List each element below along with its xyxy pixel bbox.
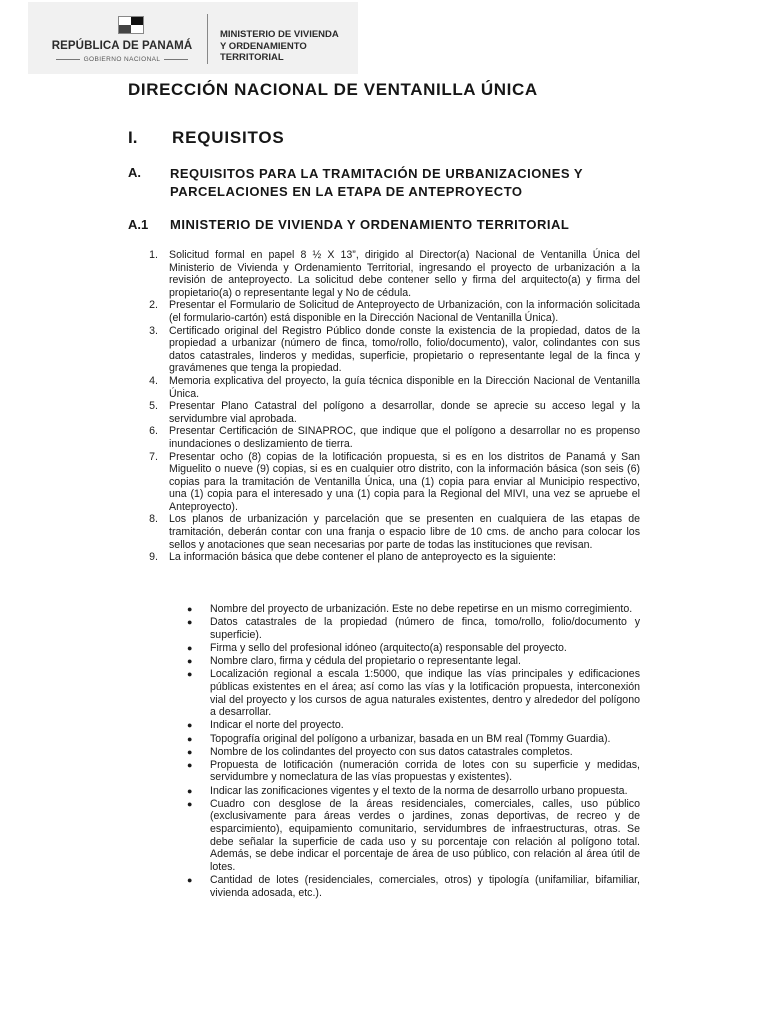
basic-info-text: Propuesta de lotificación (numeración corrida de lotes con su superficie y medidas, servidumbre y nomeclatura de las vías propuestas y existentes). [210, 758, 640, 784]
section-title: REQUISITOS [172, 128, 285, 147]
bullet-icon: ● [187, 642, 193, 653]
basic-info-item [180, 733, 640, 746]
basic-info-text: Firma y sello del profesional idóneo (arquitecto(a) responsable del proyecto. [210, 641, 567, 654]
basic-info-text: Indicar el norte del proyecto. [210, 719, 344, 732]
basic-info-item [180, 719, 640, 732]
basic-info-text: Nombre de los colindantes del proyecto con sus datos catastrales completos. [210, 745, 573, 758]
ministry-name-line2: Y ORDENAMIENTO TERRITORIAL [220, 41, 307, 63]
requirement-text: Solicitud formal en papel 8 ½ X 13”, dirigido al Director(a) Nacional de Ventanilla Única del Ministerio de Vivienda y Ordenamiento Territorial, ingresando el proyecto de urbanización a la revisión de anteproyecto. La solicitud debe contener sello y firma del arquitecto(a) y firma del propietario(a) o representante legal y No de cédula. [169, 249, 640, 299]
sub-subsection-number: A.1 [128, 217, 149, 232]
bullet-icon: ● [187, 875, 193, 885]
basic-info-text: Datos catastrales de la propiedad (número de finca, tomo/rollo, folio/documento y superficie). [210, 616, 640, 641]
requirement-item [128, 400, 640, 425]
bullet-icon: ● [187, 669, 193, 680]
subsection-title: REQUISITOS PARA LA TRAMITACIÓN DE URBANIZACIONES Y PARCELACIONES EN LA ETAPA DE ANTEPROYECTO [170, 166, 583, 199]
letterhead [28, 2, 358, 74]
basic-info-item [180, 603, 640, 616]
requirement-number: 8. [149, 513, 158, 526]
basic-info-text: Topografía original del polígono a urbanizar, basada en un BM real (Tommy Guardia). [210, 732, 611, 745]
sub-subsection-title: MINISTERIO DE VIVIENDA Y ORDENAMIENTO TERRITORIAL [170, 217, 570, 232]
subsection-number: A. [128, 165, 141, 180]
requirement-number: 5. [149, 400, 158, 413]
requirement-text: Presentar Certificación de SINAPROC, que indique que el polígono a desarrollar no es propenso inundaciones o deslizamiento de tierra. [169, 425, 640, 450]
basic-info-item [180, 746, 640, 759]
panama-flag-icon [118, 16, 144, 34]
requirement-text: Certificado original del Registro Público donde conste la existencia de la propiedad, datos de la propiedad a urbanizar (número de finca, tomo/rollo, folio/documento), valor, colindantes con sus datos catastrales, linderos y medidas, superficie, propietario o representante legal de la finca y gravámenes que tenga la propiedad. [169, 324, 640, 375]
basic-info-item [180, 785, 640, 798]
requirement-item [128, 249, 640, 299]
basic-info-text: Indicar las zonificaciones vigentes y el texto de la norma de desarrollo urbano propuesta. [210, 784, 628, 797]
basic-info-text: Localización regional a escala 1:5000, que indique las vías principales y edificaciones públicas existentes en el área; así como las vías y la lotificación propuesta, interconexión vial del proyecto y los cursos de agua naturales existentes, dentro y alrededor del polígono a desarrollar. [210, 668, 640, 719]
basic-info-item [180, 798, 640, 874]
basic-info-text: Nombre del proyecto de urbanización. Este no debe repetirse en un mismo corregimiento. [210, 603, 633, 615]
basic-info-list [180, 603, 640, 900]
basic-info-item [180, 874, 640, 899]
requirement-number: 4. [149, 374, 158, 387]
requirement-number: 6. [149, 425, 158, 438]
basic-info-item [180, 642, 640, 655]
requirement-item [128, 551, 640, 564]
basic-info-item [180, 655, 640, 668]
requirement-text: Memoria explicativa del proyecto, la guía técnica disponible en la Dirección Nacional de Ventanilla Única. [169, 374, 640, 400]
bullet-icon: ● [187, 720, 193, 731]
requirement-number: 3. [149, 324, 158, 337]
basic-info-item [180, 616, 640, 641]
bullet-icon: ● [187, 798, 193, 809]
bullet-icon: ● [187, 604, 193, 614]
requirement-item [128, 325, 640, 375]
bullet-icon: ● [187, 656, 193, 667]
basic-info-item [180, 759, 640, 784]
requirement-text: Presentar ocho (8) copias de la lotificación propuesta, si es en los distritos de Panamá y San Miguelito o nueve (9) copias, si es en cualquier otro distrito, con la información básica (son seis (6) copias para la tramitación de Ventanilla Única, una (1) copia para enviar al Municipio respectivo, una (1) copia para el interesado y una (1) copia para la Regional del MIVI, una vez se apruebe el Anteproyecto). [169, 450, 640, 513]
requirement-item [128, 375, 640, 400]
basic-info-item [180, 668, 640, 718]
header-divider [207, 14, 208, 64]
requirement-text: La información básica que debe contener el plano de anteproyecto es la siguiente: [169, 551, 556, 564]
ministry-name-line1: MINISTERIO DE VIVIENDA [220, 29, 339, 40]
bullet-icon: ● [187, 733, 193, 744]
basic-info-text: Cuadro con desglose de la áreas residenciales, comerciales, calles, uso público (exclusivamente para áreas verdes o jardines, zonas deportivas, de recreo y de esparcimiento), equipamiento comunitario, servidumbres de infraestructuras, otras. Se debe señalar la superficie de cada uso y su porcentaje con relación al polígono total. Además, se debe indicar el porcentaje de área de uso público, con relación al área útil de lotes. [210, 797, 640, 873]
requirement-number: 9. [149, 551, 158, 564]
bullet-icon: ● [187, 617, 193, 628]
basic-info-text: Cantidad de lotes (residenciales, comerciales, otros) y tipología (unifamiliar, bifamiliar, vivienda adosada, etc.). [210, 874, 640, 899]
section-number: I. [128, 128, 138, 147]
bullet-icon: ● [187, 746, 193, 757]
requirement-item [128, 425, 640, 450]
requirement-item [128, 451, 640, 514]
bullet-icon: ● [187, 759, 193, 770]
requirement-number: 2. [149, 299, 158, 312]
basic-info-text: Nombre claro, firma y cédula del propietario o representante legal. [210, 655, 521, 668]
bullet-icon: ● [187, 785, 193, 796]
government-label: GOBIERNO NACIONAL [42, 56, 202, 63]
requirements-list [128, 249, 640, 564]
requirement-item [128, 299, 640, 324]
republic-name: REPÚBLICA DE PANAMÁ [51, 40, 193, 52]
document-title: DIRECCIÓN NACIONAL DE VENTANILLA ÚNICA [128, 80, 538, 99]
requirement-number: 1. [149, 249, 158, 261]
requirement-item [128, 513, 640, 551]
requirement-text: Presentar el Formulario de Solicitud de Anteproyecto de Urbanización, con la información solicitada (el formulario-cartón) está disponible en la Dirección Nacional de Ventanilla Única). [169, 299, 640, 324]
requirement-text: Los planos de urbanización y parcelación que se presenten en cualquiera de las etapas de tramitación, deberán contar con una franja o espacio libre de 10 cms. de ancho para colocar los sellos y anotaciones que sean necesarias por parte de todas las instituciones que revisan. [169, 513, 640, 551]
requirement-text: Presentar Plano Catastral del polígono a desarrollar, donde se aprecie su acceso legal y la servidumbre vial aprobada. [169, 400, 640, 425]
requirement-number: 7. [149, 450, 158, 463]
